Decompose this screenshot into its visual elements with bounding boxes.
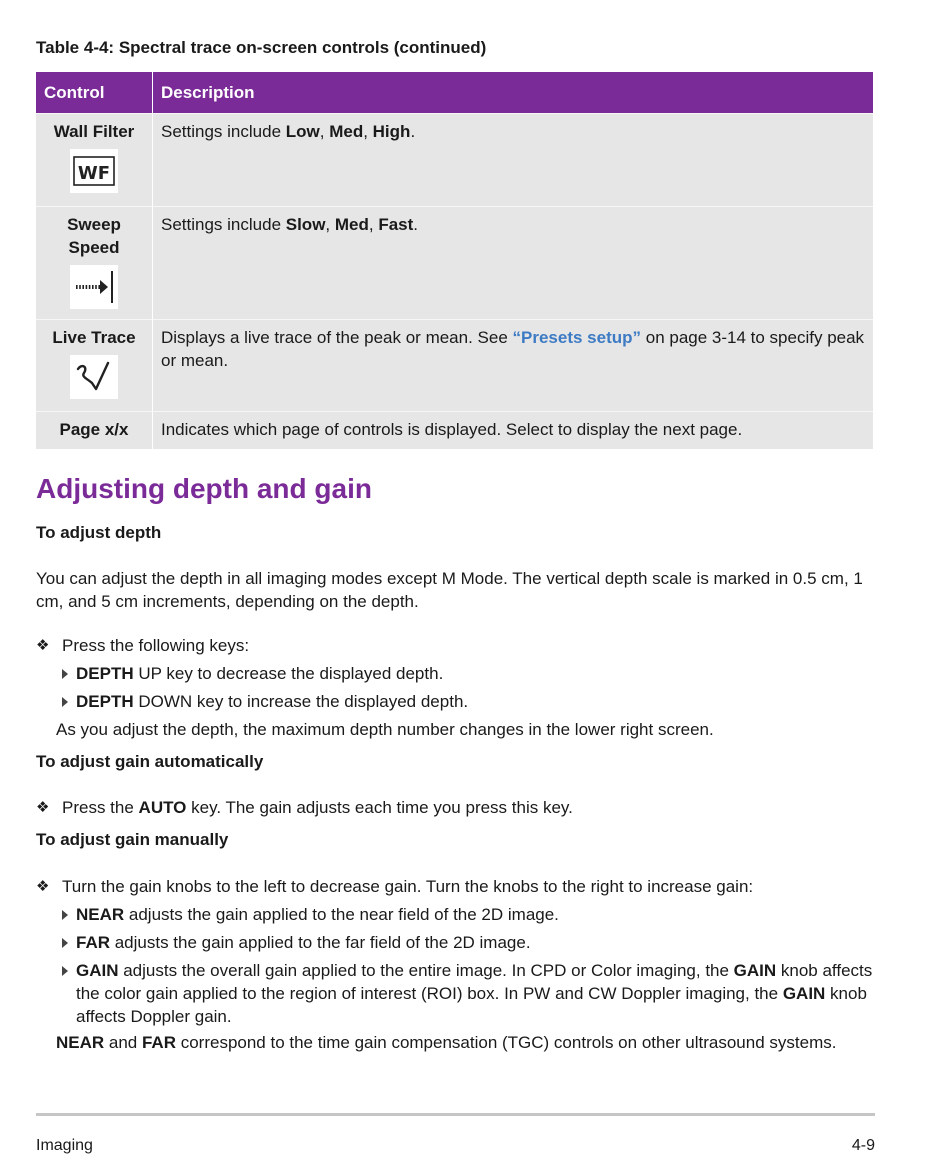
triangle-bullet-icon	[62, 669, 68, 679]
control-description: Settings include Low, Med, High.	[153, 114, 874, 207]
table-row	[36, 412, 873, 450]
triangle-bullet-icon	[62, 697, 68, 707]
controls-table	[36, 72, 873, 449]
header-control: Control	[36, 72, 153, 114]
control-name-cell	[36, 207, 153, 320]
diamond-bullet-icon: ❖	[36, 799, 50, 816]
footer-section-name: Imaging	[36, 1137, 93, 1154]
subheading-depth: To adjust depth	[36, 523, 162, 542]
subheading-gain-auto: To adjust gain automatically	[36, 752, 264, 771]
svg-text:WF: WF	[77, 163, 111, 184]
table-row	[36, 320, 873, 412]
depth-note: As you adjust the depth, the maximum depth number changes in the lower right screen.	[56, 720, 714, 739]
control-name: Page x/x	[59, 420, 129, 439]
control-name: Wall Filter	[53, 122, 135, 141]
control-description: Settings include Slow, Med, Fast.	[153, 207, 874, 320]
wall-filter-icon	[70, 149, 118, 193]
subheading-gain-manual: To adjust gain manually	[36, 830, 229, 849]
control-name: Live Trace	[52, 328, 136, 347]
control-description: Indicates which page of controls is displayed. Select to display the next page.	[153, 412, 874, 450]
control-name-cell	[36, 320, 153, 412]
presets-setup-link[interactable]: “Presets setup”	[512, 328, 642, 347]
diamond-bullet-icon: ❖	[36, 878, 50, 895]
header-description: Description	[153, 72, 874, 114]
control-name: Sweep Speed	[67, 215, 121, 257]
control-name-cell	[36, 114, 153, 207]
table-row	[36, 114, 873, 207]
tgc-note: NEAR and FAR correspond to the time gain compensation (TGC) controls on other ultrasound systems.	[56, 1033, 837, 1052]
table-row	[36, 207, 873, 320]
control-description: Displays a live trace of the peak or mean. See “Presets setup” on page 3-14 to specify peak or mean.	[153, 320, 874, 412]
footer-divider	[36, 1113, 875, 1116]
depth-intro: You can adjust the depth in all imaging modes except M Mode. The vertical depth scale is marked in 0.5 cm, 1 cm, and 5 cm increments, depending on the depth.	[36, 569, 863, 611]
sweep-speed-icon	[70, 265, 118, 309]
triangle-bullet-icon	[62, 966, 68, 976]
live-trace-icon	[70, 355, 118, 399]
section-heading: Adjusting depth and gain	[36, 473, 372, 504]
diamond-bullet-icon: ❖	[36, 637, 50, 654]
triangle-bullet-icon	[62, 938, 68, 948]
table-title: Table 4-4: Spectral trace on-screen controls (continued)	[36, 38, 487, 57]
control-name-cell	[36, 412, 153, 450]
table-header-row	[36, 72, 873, 114]
footer-page-number: 4-9	[851, 1137, 875, 1154]
triangle-bullet-icon	[62, 910, 68, 920]
